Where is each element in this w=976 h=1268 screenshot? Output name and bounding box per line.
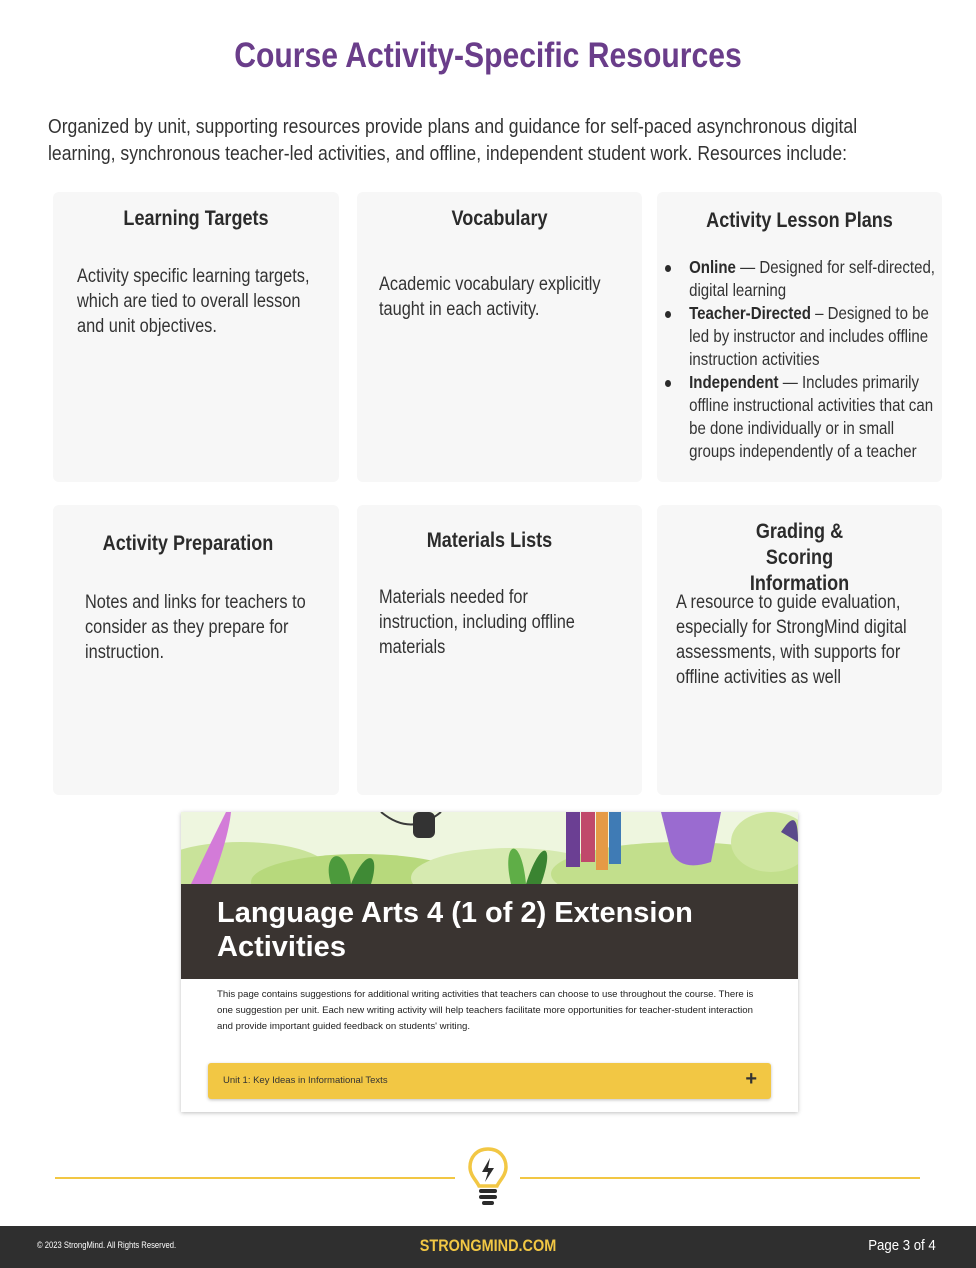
list-item-term: Online bbox=[689, 257, 736, 277]
decorative-banner bbox=[181, 812, 798, 884]
brand-link[interactable]: STRONGMIND.COM bbox=[419, 1236, 557, 1255]
list-item-term: Independent bbox=[689, 372, 779, 392]
card-title: Activity Lesson Plans bbox=[706, 209, 893, 232]
course-description: This page contains suggestions for additional writing activities that teachers can choose to use throughout the course. There is one suggestion per unit. Each new writing activity will help teachers facilitate more opportunities for teacher-student interaction and provide important guided feedback on students' writing. bbox=[217, 989, 754, 1032]
card-grading-scoring bbox=[657, 505, 942, 795]
card-materials-lists bbox=[357, 505, 642, 795]
course-header bbox=[181, 884, 798, 979]
bullet-icon bbox=[665, 311, 671, 318]
list-item-text: – Designed to be led by instructor and includes offline instruction activities bbox=[689, 303, 929, 369]
card-title: Grading & Scoring Information bbox=[749, 520, 850, 595]
plus-icon[interactable]: + bbox=[745, 1068, 757, 1090]
card-title: Learning Targets bbox=[123, 207, 269, 230]
card-title: Vocabulary bbox=[451, 207, 548, 230]
card-body: Materials needed for instruction, including offline materials bbox=[379, 587, 575, 658]
card-activity-preparation bbox=[53, 505, 339, 795]
copyright-text: © 2023 StrongMind. All Rights Reserved. bbox=[37, 1240, 177, 1250]
page-footer bbox=[0, 1226, 976, 1268]
list-item bbox=[665, 371, 937, 463]
divider-left bbox=[55, 1177, 455, 1179]
card-title: Materials Lists bbox=[426, 529, 553, 552]
list-item-text: — Includes primarily offline instructional activities that can be done individually or in small groups independently of a teacher bbox=[689, 372, 934, 461]
card-vocabulary bbox=[357, 192, 642, 482]
lightbulb-icon bbox=[466, 1146, 510, 1208]
unit-accordion[interactable] bbox=[208, 1063, 771, 1099]
card-body: A resource to guide evaluation, especially for StrongMind digital assessments, with supports for offline activities as well bbox=[676, 592, 907, 688]
page-title: Course Activity-Specific Resources bbox=[234, 36, 742, 75]
card-body: Activity specific learning targets, which are tied to overall lesson and unit objectives. bbox=[77, 266, 310, 337]
card-learning-targets bbox=[53, 192, 339, 482]
bullet-icon bbox=[665, 380, 671, 387]
accordion-label: Unit 1: Key Ideas in Informational Texts bbox=[223, 1075, 388, 1086]
lesson-plan-list bbox=[665, 256, 937, 463]
divider-right bbox=[520, 1177, 920, 1179]
list-item-term: Teacher-Directed bbox=[689, 303, 811, 323]
bullet-icon bbox=[665, 265, 671, 272]
course-heading: Language Arts 4 (1 of 2) Extension Activities bbox=[217, 897, 693, 963]
list-item bbox=[665, 302, 937, 371]
card-body: Academic vocabulary explicitly taught in each activity. bbox=[379, 274, 601, 320]
list-item-text: — Designed for self-directed, digital learning bbox=[689, 257, 935, 300]
card-body: Notes and links for teachers to consider as they prepare for instruction. bbox=[85, 592, 306, 663]
card-title: Activity Preparation bbox=[102, 532, 274, 555]
card-activity-lesson-plans bbox=[657, 192, 942, 482]
list-item bbox=[665, 256, 937, 302]
course-page-screenshot bbox=[181, 812, 798, 1112]
jungle-illustration bbox=[181, 812, 798, 884]
intro-paragraph: Organized by unit, supporting resources provide plans and guidance for self-paced asynchronous digital learning, synchronous teacher-led activities, and offline, independent student work. Resources include: bbox=[48, 116, 858, 165]
page-number: Page 3 of 4 bbox=[868, 1237, 936, 1254]
